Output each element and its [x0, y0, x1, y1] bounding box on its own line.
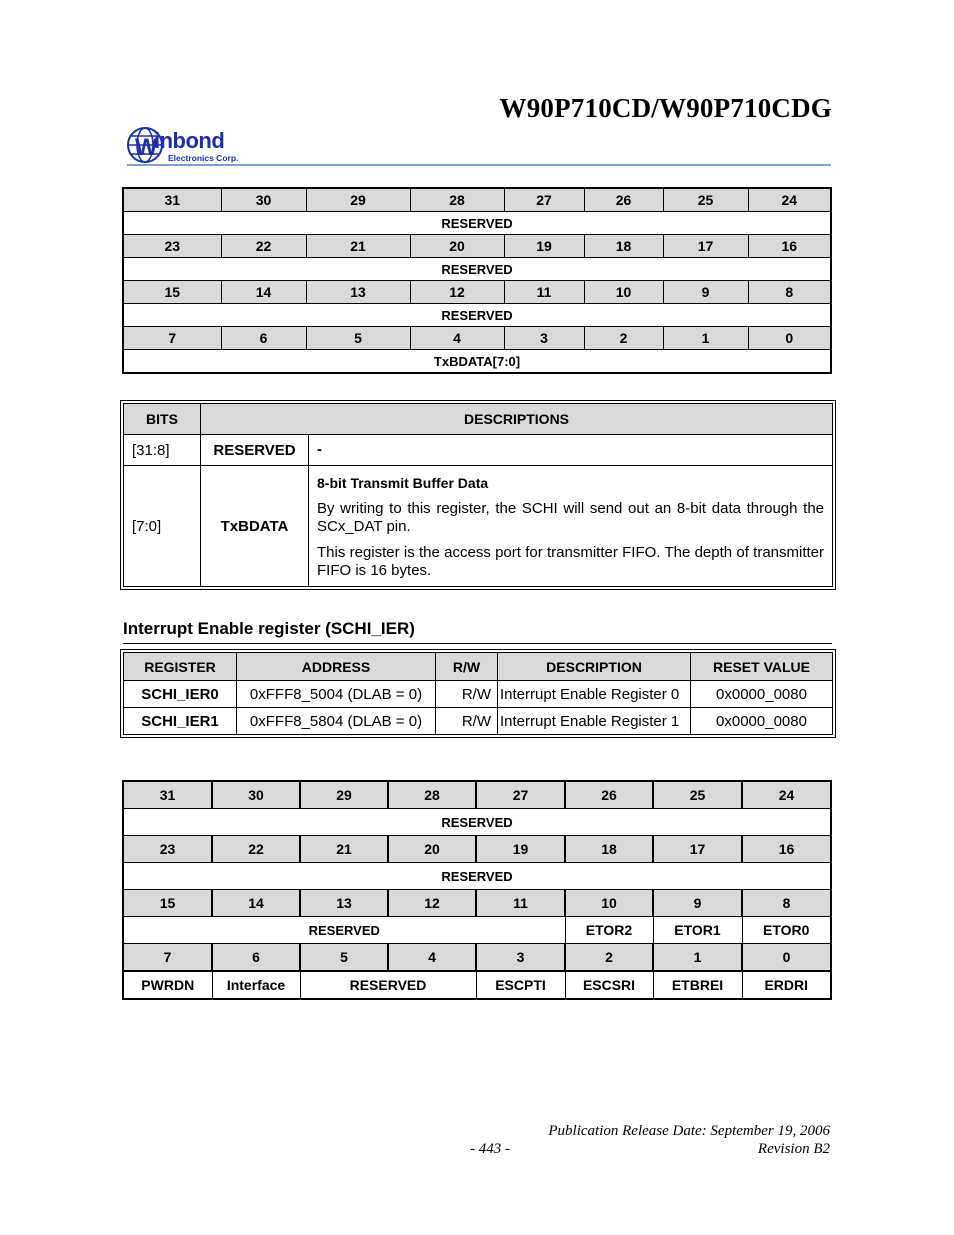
- bit-field-row: [123, 212, 831, 235]
- register-map-table: [123, 652, 833, 735]
- table-row: [124, 681, 833, 708]
- logo-subtext: Electronics Corp.: [168, 153, 239, 163]
- bit-number: 11: [476, 890, 565, 917]
- name-cell: TxBDATA: [201, 466, 309, 587]
- bit-field-row: [123, 258, 831, 281]
- bit-number: 15: [123, 281, 221, 304]
- page-number: - 443 -: [470, 1141, 510, 1157]
- bit-number: 18: [584, 235, 663, 258]
- txbuf-bit-table: [122, 187, 832, 374]
- bit-field-row: [123, 863, 831, 890]
- bit-number: 28: [388, 781, 476, 809]
- bit-number: 27: [476, 781, 565, 809]
- bit-field: RESERVED: [123, 304, 831, 327]
- bit-number: 4: [410, 327, 504, 350]
- bit-number: 23: [123, 235, 221, 258]
- bits-header: BITS: [124, 404, 201, 435]
- reset-value-header: RESET VALUE: [691, 653, 833, 681]
- bit-number: 19: [476, 836, 565, 863]
- bit-number: 22: [212, 836, 300, 863]
- address-header: ADDRESS: [237, 653, 436, 681]
- description-header: DESCRIPTION: [498, 653, 691, 681]
- bit-number: 31: [123, 188, 221, 212]
- bit-number: 6: [212, 944, 300, 972]
- bit-number: 28: [410, 188, 504, 212]
- bit-field-row: [123, 809, 831, 836]
- bit-number: 4: [388, 944, 476, 972]
- bit-number: 16: [742, 836, 831, 863]
- ier-bit-table: [122, 780, 832, 1000]
- bit-number: 27: [504, 188, 584, 212]
- bit-field: ESCPTI: [476, 971, 565, 999]
- reset-value-cell: 0x0000_0080: [691, 681, 833, 708]
- descriptions-header: DESCRIPTIONS: [201, 404, 833, 435]
- bit-field: ESCSRI: [565, 971, 653, 999]
- bit-number: 18: [565, 836, 653, 863]
- bit-number: 7: [123, 944, 212, 972]
- bit-number: 21: [306, 235, 410, 258]
- bit-field: RESERVED: [300, 971, 476, 999]
- bit-number: 24: [742, 781, 831, 809]
- bit-number: 12: [410, 281, 504, 304]
- table-row: [124, 466, 833, 587]
- bit-number: 5: [300, 944, 388, 972]
- bit-number-row: [123, 836, 831, 863]
- bit-number: 26: [584, 188, 663, 212]
- bit-field: RESERVED: [123, 258, 831, 281]
- bit-number-row: [123, 890, 831, 917]
- name-cell: RESERVED: [201, 435, 309, 466]
- bit-field: ETOR0: [742, 917, 831, 944]
- bit-number-row: [123, 235, 831, 258]
- bit-number: 25: [663, 188, 748, 212]
- bit-field-row: [123, 350, 831, 374]
- bit-number: 17: [653, 836, 742, 863]
- bit-number-row: [123, 944, 831, 972]
- winbond-logo: [127, 126, 257, 166]
- bit-number: 1: [653, 944, 742, 972]
- rw-header: R/W: [436, 653, 498, 681]
- document-title: W90P710CD/W90P710CDG: [499, 93, 832, 123]
- bit-field-row: [123, 917, 831, 944]
- bit-number: 14: [221, 281, 306, 304]
- table-row: [124, 435, 833, 466]
- bit-number: 30: [212, 781, 300, 809]
- bit-number: 30: [221, 188, 306, 212]
- bit-number: 15: [123, 890, 212, 917]
- bit-field: PWRDN: [123, 971, 212, 999]
- address-cell: 0xFFF8_5804 (DLAB = 0): [237, 708, 436, 735]
- description-cell: -: [309, 435, 833, 466]
- bit-number: 10: [565, 890, 653, 917]
- bit-number: 13: [306, 281, 410, 304]
- bit-number: 9: [653, 890, 742, 917]
- bit-number: 19: [504, 235, 584, 258]
- bits-cell: [31:8]: [124, 435, 201, 466]
- description-cell: [309, 466, 833, 587]
- bit-number: 3: [476, 944, 565, 972]
- bit-field-row: [123, 971, 831, 999]
- bit-number: 26: [565, 781, 653, 809]
- reset-value-cell: 0x0000_0080: [691, 708, 833, 735]
- rw-cell: R/W: [436, 681, 498, 708]
- address-cell: 0xFFF8_5004 (DLAB = 0): [237, 681, 436, 708]
- bit-number: 8: [742, 890, 831, 917]
- bit-number: 11: [504, 281, 584, 304]
- bit-number: 5: [306, 327, 410, 350]
- description-paragraph: This register is the access port for transmitter FIFO. The depth of transmitter FIFO is 16 bytes.: [317, 544, 825, 579]
- bit-number: 8: [748, 281, 831, 304]
- bit-field: Interface: [212, 971, 300, 999]
- register-cell: SCHI_IER0: [124, 681, 237, 708]
- bit-number: 10: [584, 281, 663, 304]
- bit-number: 29: [306, 188, 410, 212]
- release-date: Publication Release Date: September 19, 2006: [548, 1123, 830, 1139]
- bit-number: 22: [221, 235, 306, 258]
- bit-number: 12: [388, 890, 476, 917]
- bit-number-row: [123, 281, 831, 304]
- bit-field: RESERVED: [123, 863, 831, 890]
- logo-wordmark: inbond: [154, 128, 225, 153]
- bit-number: 16: [748, 235, 831, 258]
- bit-number: 24: [748, 188, 831, 212]
- revision: Revision B2: [757, 1141, 830, 1157]
- section-title: Interrupt Enable register (SCHI_IER): [123, 619, 415, 638]
- bit-number: 25: [653, 781, 742, 809]
- header-rule: [127, 164, 831, 166]
- bit-number: 6: [221, 327, 306, 350]
- bit-number: 2: [565, 944, 653, 972]
- table-row: [124, 708, 833, 735]
- bit-field: RESERVED: [123, 212, 831, 235]
- bit-field: ETOR2: [565, 917, 653, 944]
- bit-number: 0: [748, 327, 831, 350]
- register-cell: SCHI_IER1: [124, 708, 237, 735]
- bit-number: 17: [663, 235, 748, 258]
- bit-field: ERDRI: [742, 971, 831, 999]
- table-header-row: [124, 404, 833, 435]
- bit-number-row: [123, 188, 831, 212]
- rw-cell: R/W: [436, 708, 498, 735]
- bit-field: ETOR1: [653, 917, 742, 944]
- bit-number: 3: [504, 327, 584, 350]
- bit-field: TxBDATA[7:0]: [123, 350, 831, 374]
- bit-number: 31: [123, 781, 212, 809]
- bit-number: 0: [742, 944, 831, 972]
- table-header-row: [124, 653, 833, 681]
- bits-cell: [7:0]: [124, 466, 201, 587]
- bit-number: 1: [663, 327, 748, 350]
- description-paragraph: By writing to this register, the SCHI will send out an 8-bit data through the SCx_DAT pin.: [317, 500, 825, 535]
- bit-number: 20: [410, 235, 504, 258]
- bit-number: 29: [300, 781, 388, 809]
- bit-field: RESERVED: [123, 809, 831, 836]
- description-cell: Interrupt Enable Register 0: [498, 681, 691, 708]
- bit-number: 20: [388, 836, 476, 863]
- register-header: REGISTER: [124, 653, 237, 681]
- bit-field: RESERVED: [123, 917, 565, 944]
- bit-number: 23: [123, 836, 212, 863]
- bit-number: 2: [584, 327, 663, 350]
- bit-number-row: [123, 327, 831, 350]
- bit-number: 13: [300, 890, 388, 917]
- bit-number-row: [123, 781, 831, 809]
- description-title: 8-bit Transmit Buffer Data: [317, 475, 489, 491]
- description-cell: Interrupt Enable Register 1: [498, 708, 691, 735]
- section-rule: [123, 643, 832, 644]
- bit-description-table: [123, 403, 833, 587]
- bit-number: 14: [212, 890, 300, 917]
- bit-field: ETBREI: [653, 971, 742, 999]
- bit-number: 21: [300, 836, 388, 863]
- bit-number: 9: [663, 281, 748, 304]
- bit-number: 7: [123, 327, 221, 350]
- bit-field-row: [123, 304, 831, 327]
- svg-text:W: W: [135, 134, 158, 161]
